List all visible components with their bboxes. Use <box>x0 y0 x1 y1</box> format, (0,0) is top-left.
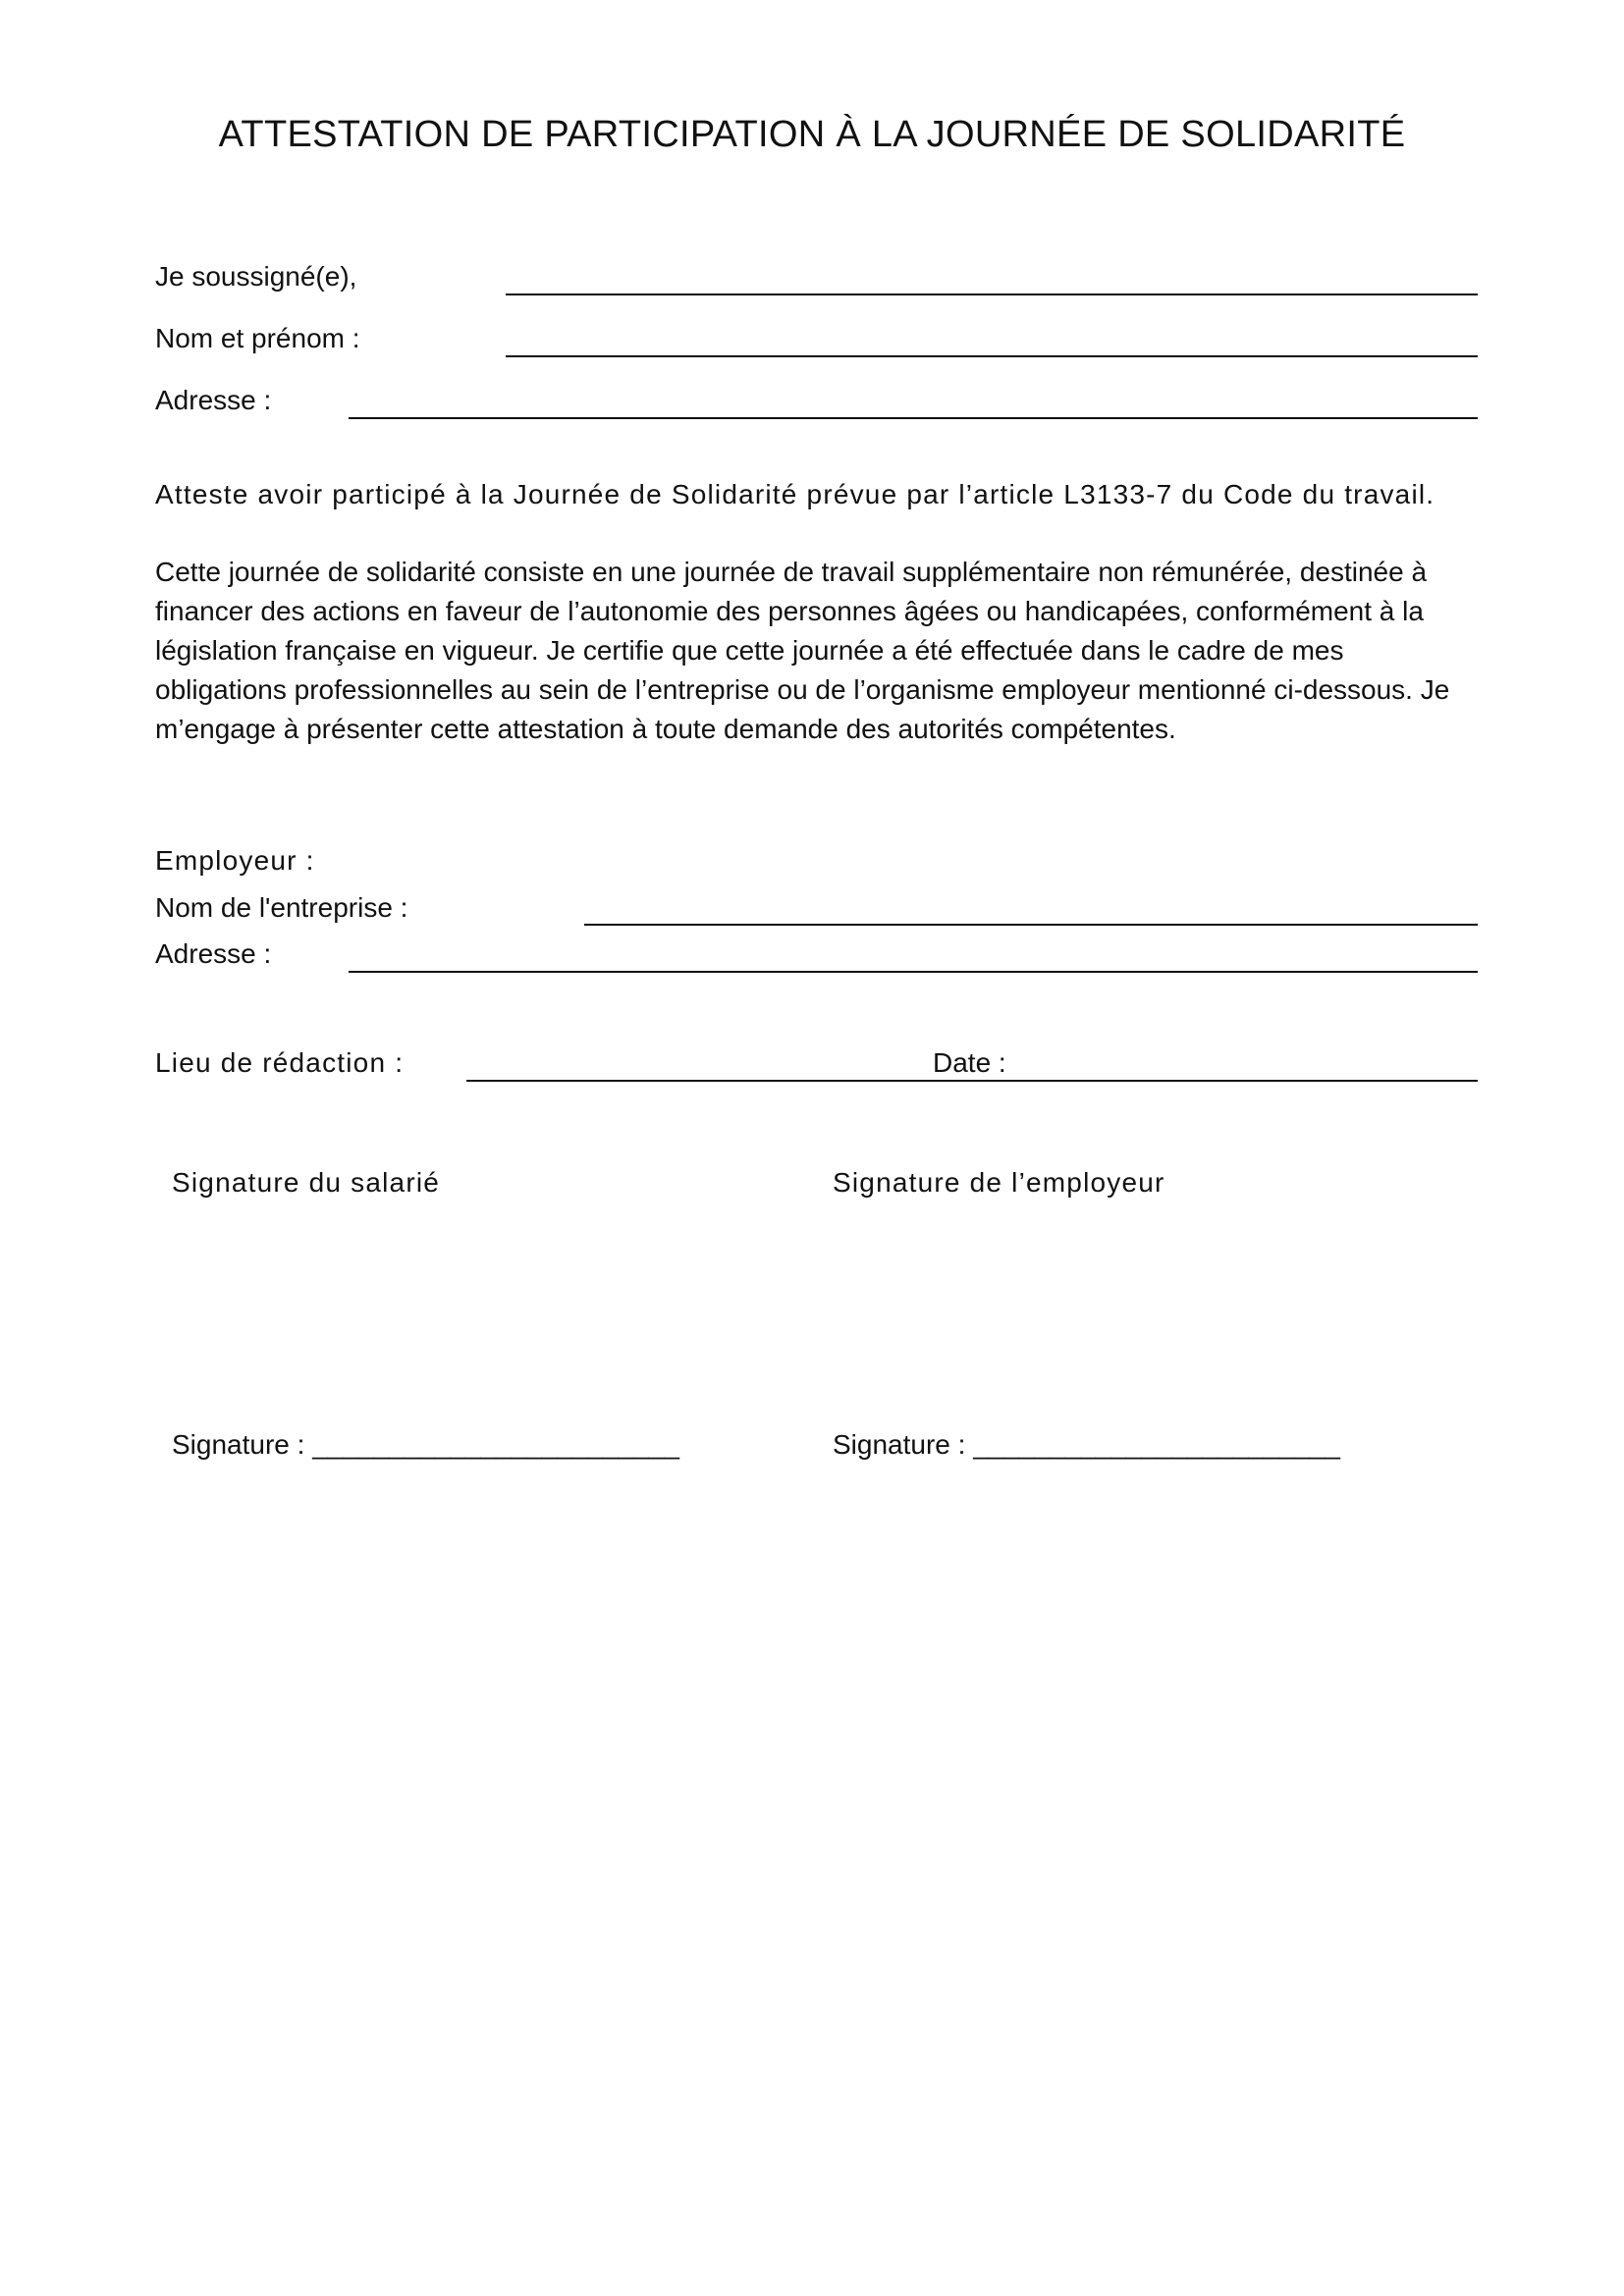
document-title: ATTESTATION DE PARTICIPATION À LA JOURNÉE DE SOLIDARITÉ <box>218 114 1406 155</box>
undersigned-label: Je soussigné(e), <box>155 261 357 292</box>
employee-signature-line[interactable]: Signature : ________________________ <box>172 1429 679 1460</box>
employee-address-label: Adresse : <box>155 385 272 415</box>
company-name-label: Nom de l'entreprise : <box>155 892 408 923</box>
undersigned-field-line[interactable] <box>506 294 1478 295</box>
employee-name-label: Nom et prénom : <box>155 323 360 353</box>
employer-address-label: Adresse : <box>155 938 272 969</box>
employer-address-field-line[interactable] <box>349 971 1478 973</box>
paragraph-line: obligations professionnelles au sein de l’entreprise ou de l’organisme employeur mentionné ci-dessous. Je <box>155 674 1450 705</box>
paragraph-line: m’engage à présenter cette attestation à toute demande des autorités compétentes. <box>155 714 1176 744</box>
employee-address-field-line[interactable] <box>349 417 1478 419</box>
employer-heading: Employeur : <box>155 845 315 876</box>
place-date-field-line[interactable] <box>466 1080 1478 1082</box>
paragraph-line: financer des actions en faveur de l’autonomie des personnes âgées ou handicapées, conformément à la <box>155 596 1424 626</box>
statement-text: Atteste avoir participé à la Journée de Solidarité prévue par l’article L3133-7 du Code du travail. <box>155 479 1435 509</box>
paragraph-line: législation française en vigueur. Je certifie que cette journée a été effectuée dans le cadre de mes <box>155 635 1344 666</box>
employer-signature-heading: Signature de l’employeur <box>833 1167 1165 1198</box>
place-label: Lieu de rédaction : <box>155 1047 405 1078</box>
paragraph-line: Cette journée de solidarité consiste en une journée de travail supplémentaire non rémunérée, destinée à <box>155 557 1428 587</box>
employee-signature-heading: Signature du salarié <box>172 1167 441 1198</box>
employer-signature-line[interactable]: Signature : ________________________ <box>833 1429 1340 1460</box>
company-name-field-line[interactable] <box>584 924 1478 926</box>
employee-name-field-line[interactable] <box>506 355 1478 357</box>
date-label: Date : <box>933 1047 1006 1078</box>
certification-paragraph <box>155 553 1471 749</box>
